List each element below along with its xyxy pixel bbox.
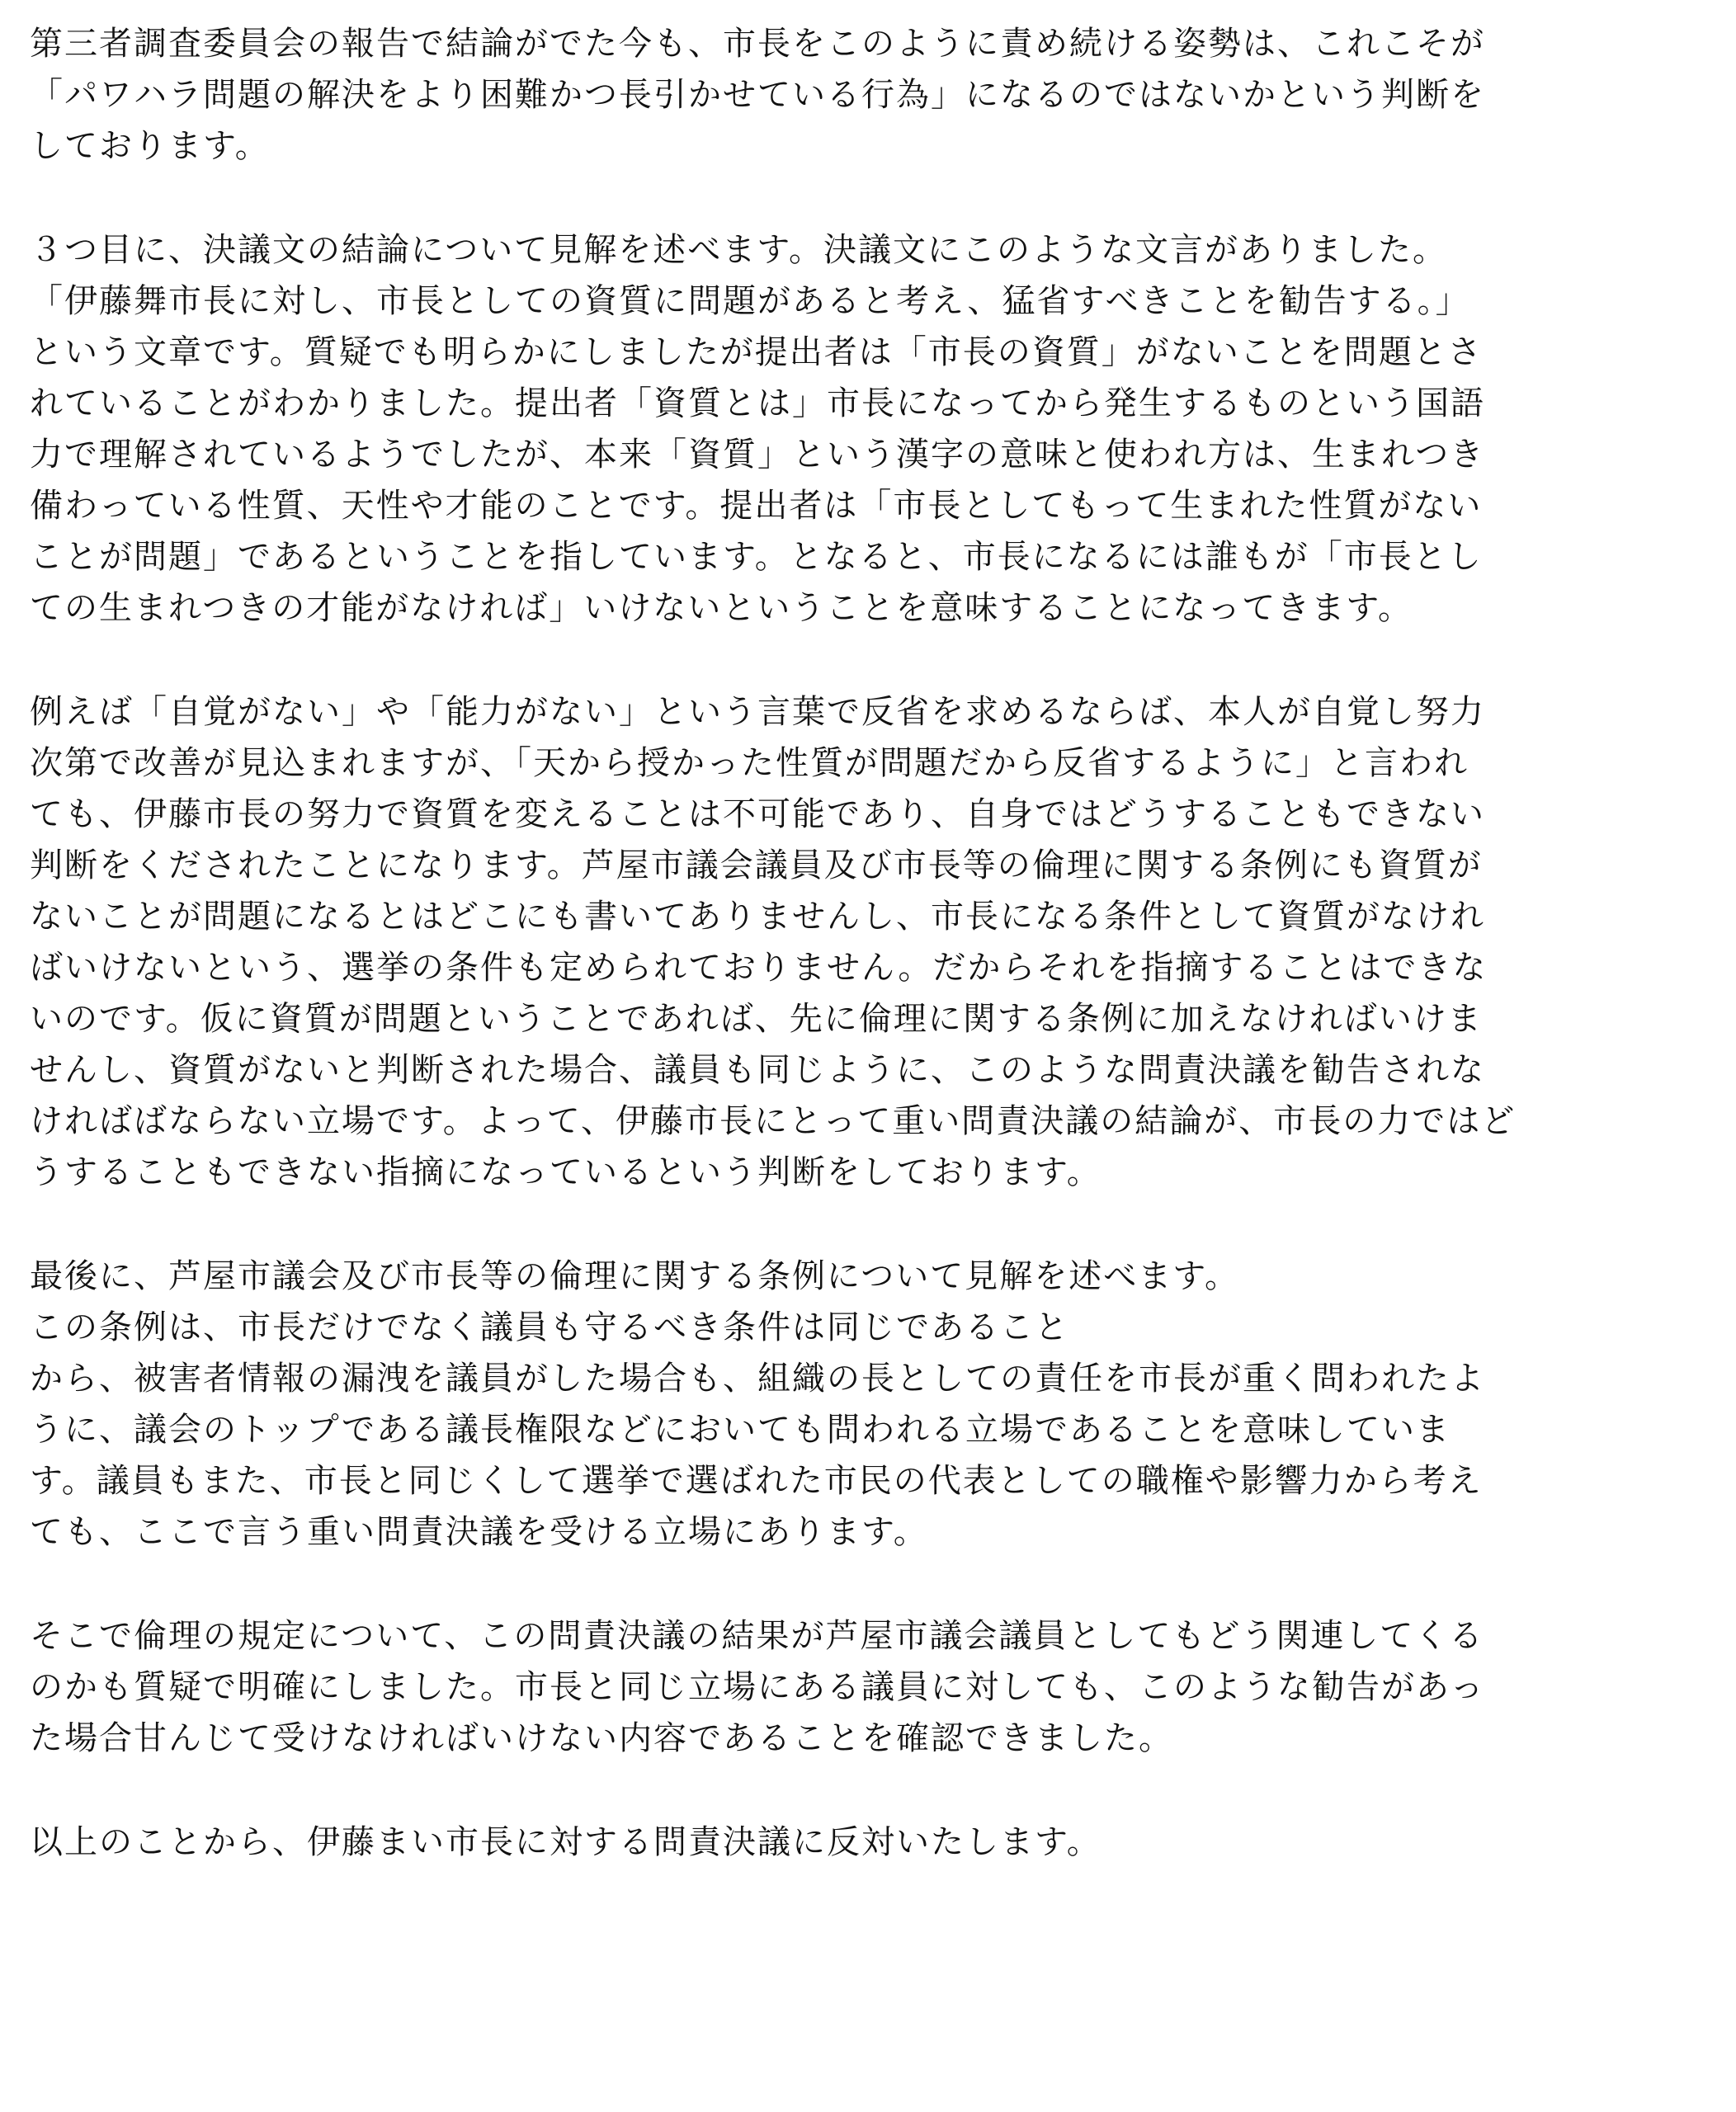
text-line: ばいけないという、選挙の条件も定められておりません。だからそれを指摘することはできな [30,949,1488,987]
text-line: ても、伊藤市長の努力で資質を変えることは不可能であり、自身ではどうすることもできない [30,795,1485,833]
text-line: 例えば「自覚がない」や「能力がない」という言葉で反省を求めるならば、本人が自覚し努力 [30,693,1485,731]
text-line: ても、ここで言う重い問責決議を受ける立場にあります。 [30,1513,928,1551]
text-line: 「伊藤舞市長に対し、市長としての資質に問題があると考え、猛省すべきことを勧告する。」 [30,282,1470,320]
text-line: という文章です。質疑でも明らかにしましたが提出者は「市長の資質」がないことを問題とさ [30,333,1483,371]
paragraph-1 [30,18,1708,172]
text-line: しております。 [30,127,270,165]
paragraph-3 [30,686,1708,1198]
document-body [30,18,1708,1921]
text-line: そこで倫理の規定について、この問責決議の結果が芦屋市議会議員としてもどう関連してくる [30,1617,1484,1655]
text-line: 次第で改善が見込まれますが、「天から授かった性質が問題だから反省するように」と言われ [30,744,1469,782]
paragraph-2 [30,224,1708,634]
text-line: ３つ目に、決議文の結論について見解を述べます。決議文にこのような文言がありました。 [30,231,1447,269]
text-line: ないことが問題になるとはどこにも書いてありませんし、市長になる条件として資質がなけれ [30,898,1485,936]
text-line: ことが問題」であるということを指しています。となると、市長になるには誰もが「市長とし [30,538,1483,576]
text-line: 最後に、芦屋市議会及び市長等の倫理に関する条例について見解を述べます。 [30,1257,1239,1295]
text-line: 以上のことから、伊藤まい市長に対する問責決議に反対いたします。 [30,1823,1102,1861]
text-line: 備わっている性質、天性や才能のことです。提出者は「市長としてもって生まれた性質がない [30,487,1483,525]
text-line: いのです。仮に資質が問題ということであれば、先に倫理に関する条例に加えなければいけま [30,1000,1483,1038]
text-line: 判断をくだされたことになります。芦屋市議会議員及び市長等の倫理に関する条例にも資質が [30,846,1483,884]
text-line: す。議員もまた、市長と同じくして選挙で選ばれた市民の代表としての職権や影響力から考え [30,1462,1483,1500]
paragraph-4 [30,1251,1708,1558]
text-line: うに、議会のトップである議長権限などにおいても問われる立場であることを意味していま [30,1411,1451,1449]
paragraph-5 [30,1610,1708,1764]
text-line: うすることもできない指摘になっているという判断をしております。 [30,1153,1102,1191]
text-line: ければばならない立場です。よって、伊藤市長にとって重い問責決議の結論が、市長の力ではど [30,1102,1517,1140]
text-line: のかも質疑で明確にしました。市長と同じ立場にある議員に対しても、このような勧告があっ [30,1668,1485,1706]
text-line: ての生まれつきの才能がなければ」いけないということを意味することになってきます。 [30,589,1413,627]
text-line: 第三者調査委員会の報告で結論がでた今も、市長をこのように責め続ける姿勢は、これこそが [30,25,1485,63]
text-line: 力で理解されているようでしたが、本来「資質」という漢字の意味と使われ方は、生まれつき [30,436,1485,474]
text-line: れていることがわかりました。提出者「資質とは」市長になってから発生するものという国語 [30,384,1485,422]
text-line: 「パワハラ問題の解決をより困難かつ長引かせている行為」になるのではないかという判断を [30,76,1485,114]
text-line: から、被害者情報の漏洩を議員がした場合も、組織の長としての責任を市長が重く問われたよ [30,1360,1485,1398]
paragraph-6 [30,1817,1708,1868]
text-line: この条例は、市長だけでなく議員も守るべき条件は同じであること [30,1308,1069,1346]
text-line: た場合甘んじて受けなければいけない内容であることを確認できました。 [30,1719,1173,1757]
text-line: せんし、資質がないと判断された場合、議員も同じように、このような問責決議を勧告されな [30,1051,1485,1089]
